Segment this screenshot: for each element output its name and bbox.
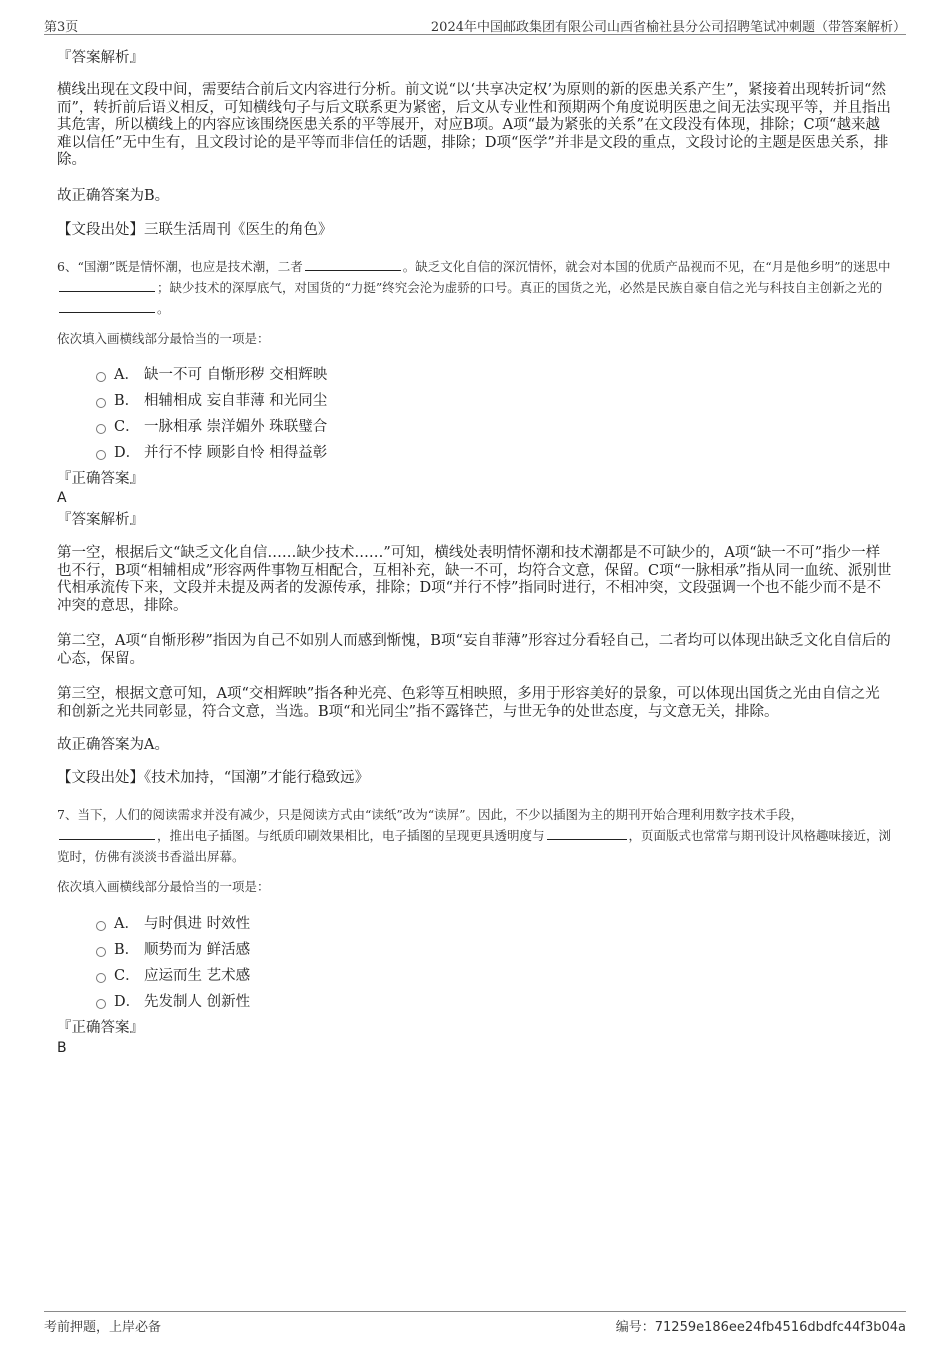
q7-option-a[interactable]: A． 与时俱进 时效性	[96, 914, 250, 934]
radio-icon[interactable]	[96, 424, 106, 434]
q7-answer: B	[57, 1040, 67, 1056]
q5-analysis-text: 横线出现在文段中间，需要结合前后文内容进行分析。前文说“以‘共享决定权’为原则的新的医患关系产生”，紧接着出现转折词“然而”，转折前后语义相反，可知横线句子与后文联系更为紧密，后文从专业性和预期两个角度说明医患之间无法实现平等，并且指出其危害，所以横线上的内容应该围绕医患关系的平等展开，对应B项。A项“最为紧张的关系”在文段没有体现，排除；C项“越来越难以信任”无中生有，且文段讨论的是平等而非信任的话题，排除；D项“医学”并非是文段的重点，文段讨论的主题是医患关系，排除。	[57, 82, 891, 168]
q5-source: 【文段出处】三联生活周刊《医生的角色》	[57, 222, 333, 238]
q7-option-d[interactable]: D． 先发制人 创新性	[96, 992, 250, 1012]
radio-icon[interactable]	[96, 921, 106, 931]
q6-answer: A	[57, 490, 67, 506]
document-code: 编号：71259e186ee24fb4516dbdfc44f3b04a	[615, 1320, 906, 1335]
q5-conclusion: 故正确答案为B。	[57, 188, 170, 204]
q6-blank-3	[59, 300, 155, 313]
q6-analysis-p2: 第二空，A项“自惭形秽”指因为自己不如别人而感到惭愧，B项“妄自菲薄”形容过分看轻自己，二者均可以体现出缺乏文化自信后的心态，保留。	[57, 633, 891, 667]
radio-icon[interactable]	[96, 398, 106, 408]
q6-option-b[interactable]: B． 相辅相成 妄自菲薄 和光同尘	[96, 391, 327, 411]
q6-option-d[interactable]: D． 并行不悖 顾影自怜 相得益彰	[96, 443, 327, 463]
page-footer	[44, 1311, 906, 1335]
radio-icon[interactable]	[96, 947, 106, 957]
q7-prompt: 依次填入画横线部分最恰当的一项是：	[57, 879, 270, 894]
q6-conclusion: 故正确答案为A。	[57, 737, 169, 753]
q6-option-a[interactable]: A． 缺一不可 自惭形秽 交相辉映	[96, 365, 327, 385]
q6-prompt: 依次填入画横线部分最恰当的一项是：	[57, 331, 270, 346]
q7-blank-2	[547, 827, 627, 840]
footer-slogan: 考前押题，上岸必备	[44, 1320, 162, 1335]
page-header	[44, 14, 906, 35]
q7-option-c[interactable]: C． 应运而生 艺术感	[96, 966, 250, 986]
q6-analysis-label: 『答案解析』	[57, 512, 144, 528]
q6-stem: 6、“国潮”既是情怀潮，也应是技术潮，二者 。缺乏文化自信的深沉情怀，就会对本国的优质产品视而不见，在“月是他乡明”的迷思中；缺少技术的深厚底气，对国货的“力挺”终究会沦为虚骄的口号。真正的国货之光，必然是民族自豪自信之光与科技自主创新之光的。	[57, 259, 891, 316]
q6-blank-2	[59, 279, 155, 292]
radio-icon[interactable]	[96, 372, 106, 382]
q7-answer-label: 『正确答案』	[57, 1020, 144, 1036]
document-title: 2024年中国邮政集团有限公司山西省榆社县分公司招聘笔试冲刺题（带答案解析）	[430, 20, 906, 35]
q5-analysis-label: 『答案解析』	[57, 50, 144, 66]
page-number: 第3页	[44, 20, 79, 35]
q6-source: 【文段出处】《技术加持，“国潮”才能行稳致远》	[57, 770, 370, 786]
radio-icon[interactable]	[96, 450, 106, 460]
q7-blank-1	[59, 827, 155, 840]
q7-stem: 7、当下，人们的阅读需求并没有减少，只是阅读方式由“读纸”改为“读屏”。因此，不少以插图为主的期刊开始合理利用数字技术手段，，推出电子插图。与纸质印刷效果相比，电子插图的呈现更具透明度与 ，页面版式也常常与期刊设计风格趣味接近，浏览时，仿佛有淡淡书香溢出屏幕。	[57, 807, 892, 864]
q6-blank-1	[305, 258, 401, 271]
radio-icon[interactable]	[96, 999, 106, 1009]
q6-option-c[interactable]: C． 一脉相承 崇洋媚外 珠联璧合	[96, 417, 327, 437]
q7-option-b[interactable]: B． 顺势而为 鲜活感	[96, 940, 250, 960]
q6-analysis-p1: 第一空，根据后文“缺乏文化自信……缺少技术……”可知，横线处表明情怀潮和技术潮都是不可缺少的，A项“缺一不可”指少一样也不行，B项“相辅相成”形容两件事物互相配合，互相补充，缺一不可，均符合文意，保留。C项“一脉相承”指从同一血统、派别世代相承流传下来，文段并未提及两者的发源传承，排除；D项“并行不悖”指同时进行，不相冲突，文段强调一个也不能少而不是不冲突的意思，排除。	[57, 545, 892, 614]
q6-analysis-p3: 第三空，根据文意可知，A项“交相辉映”指各种光亮、色彩等互相映照，多用于形容美好的景象，可以体现出国货之光由自信之光和创新之光共同彰显，符合文意，当选。B项“和光同尘”指不露锋芒，与世无争的处世态度，与文意无关，排除。	[57, 686, 880, 720]
radio-icon[interactable]	[96, 973, 106, 983]
q6-answer-label: 『正确答案』	[57, 471, 144, 487]
